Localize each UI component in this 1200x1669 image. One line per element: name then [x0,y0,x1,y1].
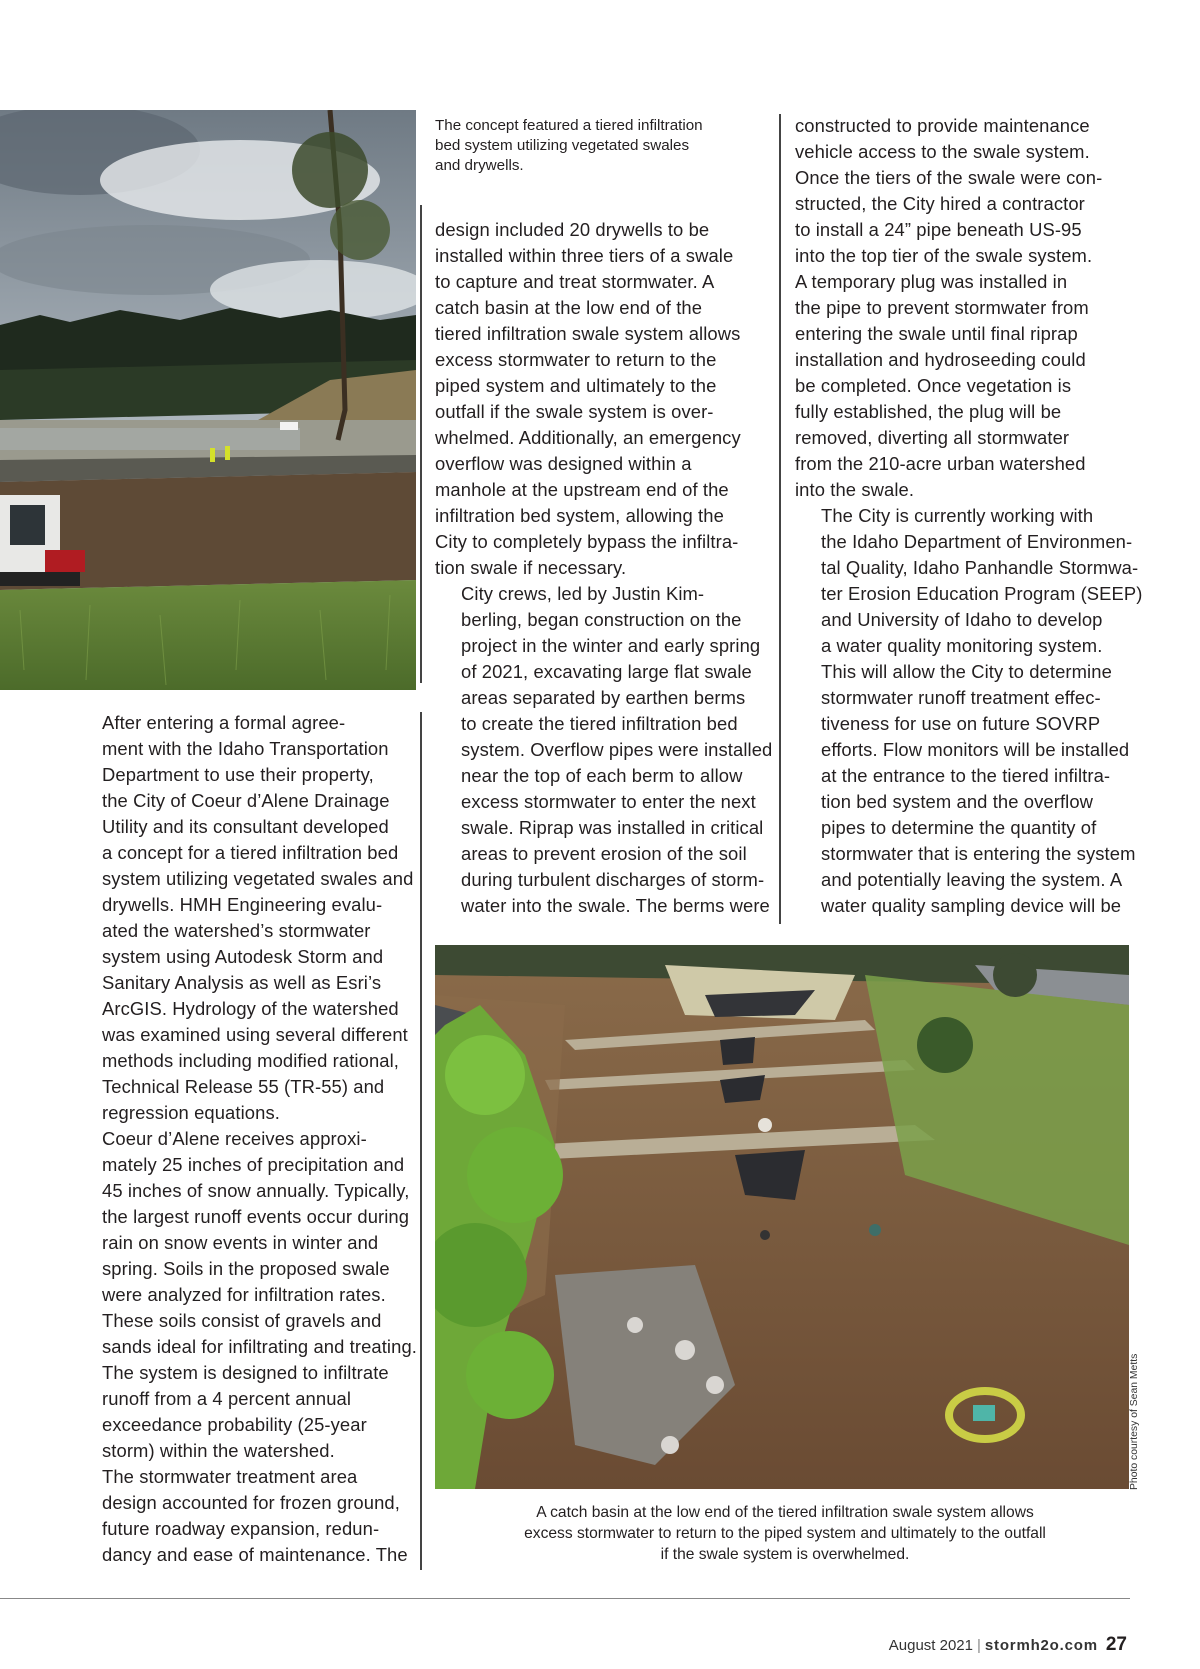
pull-quote-line: The concept featured a tiered infiltration [435,117,703,134]
pull-quote [435,116,765,176]
page-footer [889,1634,1127,1656]
footer-rule [0,1598,1130,1599]
footer-separator: | [977,1637,981,1654]
article-column-1 [76,710,417,1568]
paragraph: constructed to provide maintenance vehicle access to the swale system. Once the tiers of the swale were con- structed, the City hired a contractor to install a 24” pipe beneath US-95 into the top tier of the swale system. A temporary plug was installed in the pipe to prevent stormwater from entering the swale until final riprap installation and hydroseeding could be completed. Once vegetation is fully established, the plug will be removed, diverting all stormwater from the 210-acre urban watershed into the swale. [795,115,1103,500]
article-column-2 [435,217,771,919]
caption-line: excess stormwater to return to the piped system and ultimately to the outfall [524,1525,1046,1542]
paragraph: After entering a formal agree- ment with the Idaho Transportation Department to use their property, the City of Coeur d’Alene Drainage Utility and its consultant developed a concept for a tiered infiltration bed system utilizing vegetated swales and drywells. HMH Engineering evalu- ated the watershed’s stormwater system using Autodesk Storm and Sanitary Analysis as well as Esri’s ArcGIS. Hydrology of the watershed was examined using several different methods including modified rational, Technical Release 55 (TR-55) and regression equations. [102,712,414,1123]
photo-caption [440,1502,1130,1565]
photo-credit: Photo courtesy of Sean Metts [1129,1353,1140,1490]
column-divider [420,712,422,1570]
page-number: 27 [1105,1634,1127,1655]
column-divider [420,205,422,683]
footer-site: stormh2o.com [984,1637,1098,1654]
pull-quote-line: and drywells. [435,157,524,174]
swale-aerial-photo [435,945,1129,1489]
pull-quote-line: bed system utilizing vegetated swales [435,137,690,154]
caption-line: A catch basin at the low end of the tiered infiltration swale system allows [536,1504,1034,1521]
caption-line: if the swale system is overwhelmed. [660,1546,910,1563]
paragraph: City crews, led by Justin Kim- berling, began construction on the project in the winter and early spring of 2021, excavating large flat swale areas separated by earthen berms to create the tiered infiltration bed system. Overflow pipes were installed near the top of each berm to allow excess stormwater to enter the next swale. Riprap was installed in critical areas to prevent erosion of the soil during turbulent discharges of storm- water into the swale. The berms were [461,583,773,916]
footer-date: August 2021 [888,1637,973,1654]
paragraph: design included 20 drywells to be installed within three tiers of a swale to capture and treat stormwater. A catch basin at the low end of the tiered infiltration swale system allows excess stormwater to return to the piped system and ultimately to the outfall if the swale system is over- whelmed. Additionally, an emergency overflow was designed within a manhole at the upstream end of the infiltration bed system, allowing the City to completely bypass the infiltra- tion swale if necessary. [435,219,741,578]
paragraph: The City is currently working with the Idaho Department of Environmen- tal Quality, Idaho Panhandle Stormwa- ter Erosion Education Program (SEEP) and University of Idaho to develop a water quality monitoring system. This will allow the City to determine stormwater runoff treatment effec- tiveness for use on future SOVRP efforts. Flow monitors will be installed at the entrance to the tiered infiltra- tion bed system and the overflow pipes to determine the quantity of stormwater that is entering the system and potentially leaving the system. A water quality sampling device will be [821,505,1143,916]
construction-site-photo [0,110,416,690]
paragraph: Coeur d’Alene receives approxi- mately 25 inches of precipitation and 45 inches of snow annually. Typically, the largest runoff events occur during rain on snow events in winter and spring. Soils in the proposed swale were analyzed for infiltration rates. These soils consist of gravels and sands ideal for infiltrating and treating. The system is designed to infiltrate runoff from a 4 percent annual exceedance probability (25-year storm) within the watershed. [102,1128,417,1461]
article-column-3 [795,113,1143,919]
paragraph: The stormwater treatment area design accounted for frozen ground, future roadway expansion, redun- dancy and ease of maintenance. The [102,1466,408,1565]
column-divider [779,114,781,924]
